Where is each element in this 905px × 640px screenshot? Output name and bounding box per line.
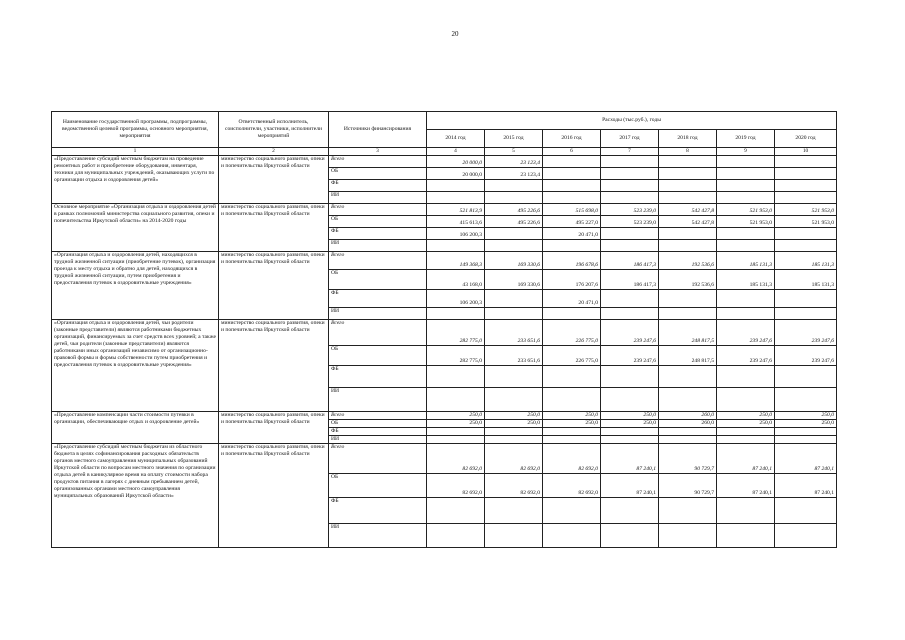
column-index: 5 [485,148,543,156]
funding-source: ИИ [329,240,427,252]
expense-value [659,428,717,436]
funding-source: Всего [329,156,427,168]
expense-value [717,240,775,252]
expense-value [427,428,485,436]
expense-value [601,308,659,320]
expense-value: 87 240,1 [775,444,837,474]
expense-value [775,156,837,168]
table-row [52,320,837,346]
table-row [52,252,837,270]
expense-value: 260,0 [659,420,717,428]
header-year: 2017 год [601,130,659,148]
funding-source: ОБ [329,474,427,498]
expense-value [485,436,543,444]
expense-value: 169 330,6 [485,252,543,270]
expense-value [775,436,837,444]
expense-value: 415 613,6 [427,216,485,228]
funding-source: ОБ [329,216,427,228]
expense-value: 521 953,0 [717,216,775,228]
expense-value: 82 692,0 [427,474,485,498]
expense-value [543,366,601,388]
expense-value: 43 168,0 [427,270,485,290]
expense-value [543,192,601,204]
expense-value: 250,0 [543,420,601,428]
funding-source: ФБ [329,366,427,388]
expense-value [485,240,543,252]
expense-value [427,436,485,444]
expense-value [427,180,485,192]
expense-value [775,308,837,320]
expense-value [659,156,717,168]
expense-value [659,524,717,548]
measure-name: «Организация отдыха и оздоровления детей, находящихся в трудной жизненной ситуации (приобретение путевок), организация проезда к месту отдыха и обратно для детей, находящихся в трудной жизненной ситуации, путем приобретения и предоставления путевок в оздоровительные учреждения» [52,252,219,320]
expense-value: 248 817,5 [659,320,717,346]
expense-value [775,524,837,548]
measure-name: «Организация отдыха и оздоровления детей, чьи родители (законные представители) являются работниками бюджетных организаций, финансируемых за счет средств всех уровней; а также детей, чьи родители (законные представители) являются работниками иных организаций независимо от организационно-правовой формы и формы собственности путем приобретения и предоставления путевок в оздоровительные учреждения» [52,320,219,412]
expense-value [659,498,717,524]
expense-value [717,524,775,548]
page-number: 20 [451,30,459,38]
expense-value: 250,0 [717,412,775,420]
expense-value [427,192,485,204]
expense-value: 523 239,0 [601,204,659,216]
expense-value: 282 775,0 [427,346,485,366]
expense-value [659,180,717,192]
expense-value [717,366,775,388]
expense-value [717,156,775,168]
expense-value [427,498,485,524]
expense-value: 250,0 [485,420,543,428]
expense-value: 87 240,1 [717,444,775,474]
table-row [52,412,837,420]
expense-value: 495 226,6 [485,204,543,216]
column-index: 4 [427,148,485,156]
expense-value: 523 239,0 [601,216,659,228]
expense-value: 495 227,0 [543,216,601,228]
header-executor: Ответственный исполнитель, соисполнители, участники, исполнители мероприятий [219,112,329,148]
expense-value: 106 200,3 [427,228,485,240]
expense-value [543,428,601,436]
expense-value: 250,0 [543,412,601,420]
expense-value [543,498,601,524]
expense-value [543,388,601,412]
expense-value: 186 417,3 [601,252,659,270]
funding-source: ФБ [329,498,427,524]
column-index: 9 [717,148,775,156]
expense-value [427,366,485,388]
header-name: Наименование государственной программы, подпрограммы, ведомственной целевой программы, основного мероприятия, мероприятия [52,112,219,148]
expense-value [543,180,601,192]
expense-value: 185 131,3 [775,252,837,270]
expense-value: 23 123,4 [485,156,543,168]
expense-value [427,524,485,548]
expense-value: 185 131,3 [717,270,775,290]
expense-value [775,180,837,192]
expense-value [775,192,837,204]
expense-value: 192 536,6 [659,270,717,290]
expense-value [485,388,543,412]
expense-value [601,436,659,444]
expense-value [717,180,775,192]
funding-source: ИИ [329,388,427,412]
expense-value [717,388,775,412]
expense-value: 239 247,6 [717,346,775,366]
header-year: 2020 год [775,130,837,148]
expense-value: 250,0 [717,420,775,428]
expense-value: 226 775,0 [543,320,601,346]
expense-value: 20 471,0 [543,228,601,240]
expense-value [427,308,485,320]
expense-value: 82 692,0 [427,444,485,474]
expense-value [601,228,659,240]
expense-value [659,192,717,204]
expense-value [775,366,837,388]
expense-value: 20 000,0 [427,156,485,168]
expense-value [543,524,601,548]
expense-value [717,308,775,320]
expense-value [485,228,543,240]
expense-value [775,228,837,240]
expense-value: 82 692,0 [485,474,543,498]
expense-value: 185 131,3 [717,252,775,270]
header-year: 2014 год [427,130,485,148]
measure-name: «Предоставление субсидий местным бюджетам из областного бюджета в целях софинансирования расходных обязательств органов местного самоуправления муниципальных образований Иркутской области по вопросам местного значения по организации отдыха детей в каникулярное время на оплату стоимости набора продуктов питания в лагерях с дневным пребыванием детей, организованных органами местного самоуправления муниципальных образований Иркутской области» [52,444,219,548]
funding-source: ИИ [329,524,427,548]
expense-value: 239 247,6 [601,320,659,346]
expense-value: 20 000,0 [427,168,485,180]
funding-source: ИИ [329,436,427,444]
expense-value [659,228,717,240]
expense-value: 250,0 [485,412,543,420]
expense-value [717,436,775,444]
table-row [52,204,837,216]
expense-value: 87 240,1 [601,444,659,474]
expense-value: 90 729,7 [659,444,717,474]
expense-value: 260,0 [659,412,717,420]
table-row [52,156,837,168]
expense-value [485,498,543,524]
expense-value [543,156,601,168]
expense-value [659,168,717,180]
measure-name: «Предоставление субсидий местным бюджетам на проведение ремонтных работ и приобретение оборудования, инвентаря, техники для муниципальных учреждений, оказывающих услуги по организации отдыха и оздоровления детей» [52,156,219,204]
funding-source: ОБ [329,346,427,366]
expense-value [543,168,601,180]
expense-value [775,388,837,412]
expense-value [601,192,659,204]
expense-value [717,168,775,180]
expense-value: 82 692,0 [485,444,543,474]
expense-value: 185 131,3 [775,270,837,290]
expense-value [775,498,837,524]
expense-value [601,524,659,548]
expense-value: 186 417,3 [601,270,659,290]
measure-executor: министерство социального развития, опеки и попечительства Иркутской области [219,320,329,412]
expense-value: 169 330,6 [485,270,543,290]
expense-value [427,388,485,412]
expense-value [659,290,717,308]
expense-value: 495 226,6 [485,216,543,228]
expense-value [485,290,543,308]
expense-value [601,156,659,168]
funding-source: Всего [329,252,427,270]
column-index: 2 [219,148,329,156]
funding-source: Всего [329,412,427,420]
expense-value: 521 953,0 [775,204,837,216]
expense-value: 87 240,1 [717,474,775,498]
header-expenses: Расходы (тыс.руб.), годы [427,112,837,130]
expense-value: 248 817,5 [659,346,717,366]
expense-value: 87 240,1 [775,474,837,498]
expense-value: 87 240,1 [601,474,659,498]
measure-executor: министерство социального развития, опеки и попечительства Иркутской области [219,444,329,548]
expense-value: 282 775,0 [427,320,485,346]
expense-value: 515 698,0 [543,204,601,216]
funding-source: ФБ [329,180,427,192]
expense-value [601,168,659,180]
expense-value [543,308,601,320]
expense-value [775,240,837,252]
funding-source: ФБ [329,228,427,240]
header-year: 2019 год [717,130,775,148]
expense-value [485,308,543,320]
expense-value [659,240,717,252]
expense-value: 542 427,8 [659,204,717,216]
expense-value [717,428,775,436]
expense-value [601,366,659,388]
expense-value: 250,0 [775,420,837,428]
expense-value: 250,0 [601,412,659,420]
expense-value [717,192,775,204]
funding-source: Всего [329,204,427,216]
expense-value [485,192,543,204]
expense-value: 82 692,0 [543,474,601,498]
expense-value: 521 953,0 [717,204,775,216]
funding-source: Всего [329,320,427,346]
header-year: 2015 год [485,130,543,148]
expense-value [775,168,837,180]
expense-value [485,428,543,436]
expense-value [543,240,601,252]
expense-value [775,428,837,436]
funding-source: ФБ [329,428,427,436]
expense-value [717,498,775,524]
expense-value: 233 651,6 [485,346,543,366]
expense-value: 176 207,6 [543,270,601,290]
expense-value: 20 471,0 [543,290,601,308]
expense-value: 250,0 [427,412,485,420]
expense-value: 196 678,6 [543,252,601,270]
expense-value: 149 368,3 [427,252,485,270]
expense-value: 226 775,0 [543,346,601,366]
funding-source: Всего [329,444,427,474]
expense-value [775,290,837,308]
expense-value: 239 247,6 [601,346,659,366]
expense-value: 542 427,8 [659,216,717,228]
expense-value [601,240,659,252]
expense-value [659,308,717,320]
table-row [52,444,837,474]
funding-source: ОБ [329,420,427,428]
expense-value [659,366,717,388]
expense-value: 521 813,9 [427,204,485,216]
expense-value: 233 651,6 [485,320,543,346]
expense-value: 82 692,0 [543,444,601,474]
column-index: 10 [775,148,837,156]
expense-value: 239 247,6 [775,320,837,346]
funding-source: ФБ [329,290,427,308]
header-year: 2018 год [659,130,717,148]
expense-value [601,498,659,524]
expense-value [659,436,717,444]
header-source: Источники финансирования [329,112,427,148]
measure-executor: министерство социального развития, опеки и попечительства Иркутской области [219,412,329,444]
expense-value: 250,0 [601,420,659,428]
funding-source: ОБ [329,270,427,290]
expense-value [717,228,775,240]
measure-name: Основное мероприятие «Организация отдыха и оздоровления детей в рамках полномочий министерства социального развития, опеки и попечительства Иркутской области» на 2014-2020 годы [52,204,219,252]
expense-value [717,290,775,308]
expense-value: 239 247,6 [775,346,837,366]
expense-value: 106 200,3 [427,290,485,308]
expense-value: 250,0 [427,420,485,428]
header-year: 2016 год [543,130,601,148]
expense-value [601,388,659,412]
measure-name: «Предоставление компенсации части стоимости путевки в организации, обеспечивающие отдых и оздоровление детей» [52,412,219,444]
expense-value [601,290,659,308]
expenses-table [51,111,837,548]
measure-executor: министерство социального развития, опеки и попечительства Иркутской области [219,156,329,204]
funding-source: ИИ [329,308,427,320]
funding-source: ОБ [329,168,427,180]
expense-value [543,436,601,444]
expense-value: 23 123,4 [485,168,543,180]
expense-value: 239 247,6 [717,320,775,346]
column-index: 3 [329,148,427,156]
expense-value: 192 536,6 [659,252,717,270]
expense-value [427,240,485,252]
expense-value [485,366,543,388]
expense-value: 90 729,7 [659,474,717,498]
expense-value [601,428,659,436]
column-index: 8 [659,148,717,156]
expense-value [485,524,543,548]
expense-value [659,388,717,412]
expense-value [601,180,659,192]
column-index: 6 [543,148,601,156]
measure-executor: министерство социального развития, опеки и попечительства Иркутской области [219,204,329,252]
measure-executor: министерство социального развития, опеки и попечительства Иркутской области [219,252,329,320]
funding-source: ИИ [329,192,427,204]
expense-value: 250,0 [775,412,837,420]
expense-value: 521 953,0 [775,216,837,228]
column-index: 7 [601,148,659,156]
column-index: 1 [52,148,219,156]
expense-value [485,180,543,192]
